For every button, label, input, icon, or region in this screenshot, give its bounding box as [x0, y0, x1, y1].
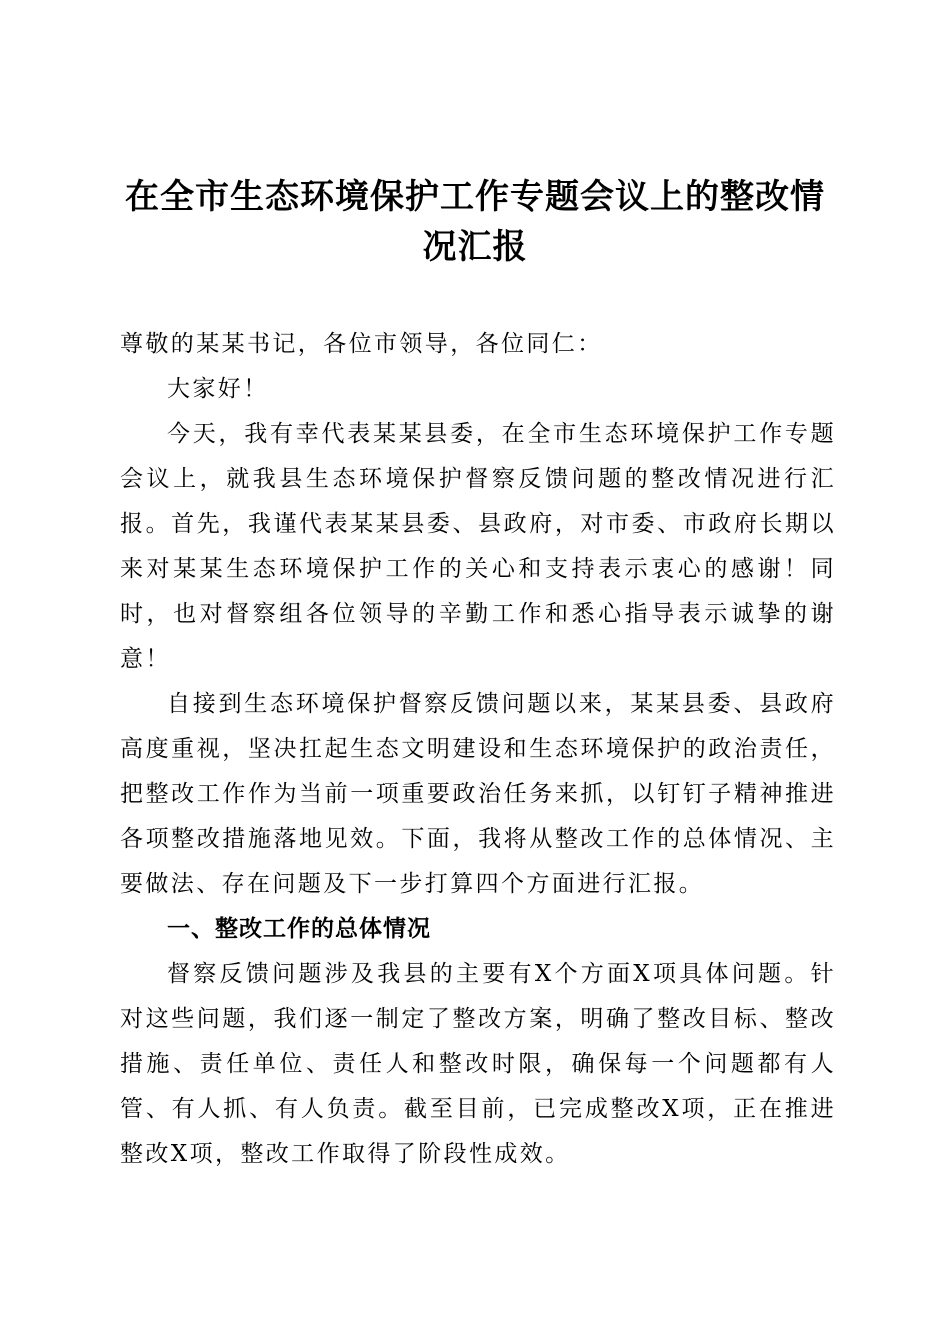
- paragraph-intro: 今天，我有幸代表某某县委，在全市生态环境保护工作专题会议上，就我县生态环境保护督察反馈问题的整改情况进行汇报。首先，我谨代表某某县委、县政府，对市委、市政府长期以来对某某生态环境保护工作的关心和支持表示衷心的感谢！同时，也对督察组各位领导的辛勤工作和悉心指导表示诚挚的谢意！: [120, 421, 836, 672]
- salutation: 尊敬的某某书记，各位市领导，各位同仁：: [120, 331, 603, 357]
- section-heading: 一、整改工作的总体情况: [167, 916, 431, 942]
- document-body: [120, 322, 836, 1177]
- section-paragraph: 督察反馈问题涉及我县的主要有X个方面X项具体问题。针对这些问题，我们逐一制定了整改方案，明确了整改目标、整改措施、责任单位、责任人和整改时限，确保每一个问题都有人管、有人抓、有人负责。截至目前，已完成整改X项，正在推进整改X项，整改工作取得了阶段性成效。: [120, 961, 836, 1167]
- document-title: 在全市生态环境保护工作专题会议上的整改情况汇报: [125, 177, 825, 267]
- paragraph-overview: 自接到生态环境保护督察反馈问题以来，某某县委、县政府高度重视，坚决扛起生态文明建设和生态环境保护的政治责任，把整改工作作为当前一项重要政治任务来抓，以钉钉子精神推进各项整改措施落地见效。下面，我将从整改工作的总体情况、主要做法、存在问题及下一步打算四个方面进行汇报。: [120, 691, 836, 897]
- greeting: 大家好！: [167, 376, 269, 402]
